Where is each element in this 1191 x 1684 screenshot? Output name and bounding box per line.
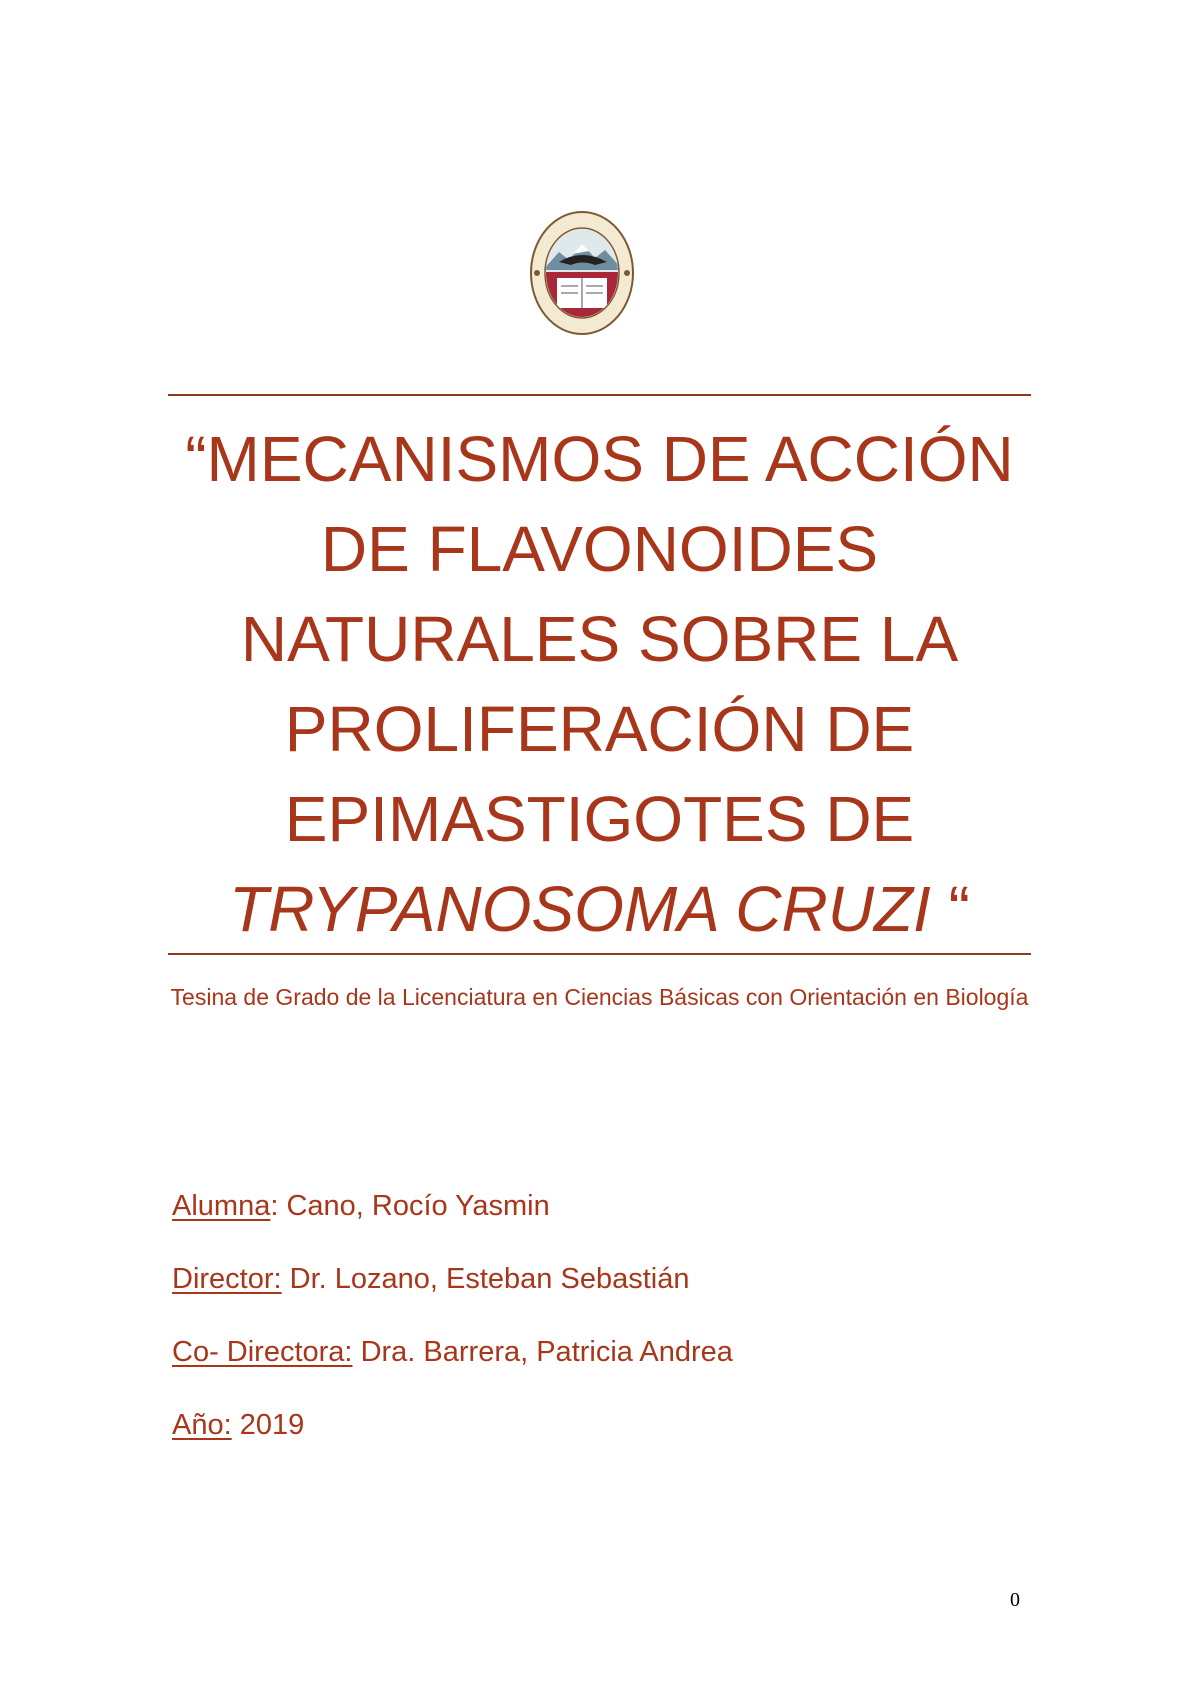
credit-separator: : <box>270 1190 287 1222</box>
credit-label: Director: <box>172 1263 282 1295</box>
university-seal-logo <box>529 210 635 336</box>
credit-student <box>172 1190 733 1263</box>
credit-year <box>172 1409 733 1482</box>
closing-quote: “ <box>930 873 970 945</box>
title-bottom-rule <box>168 953 1031 955</box>
credit-separator <box>232 1409 240 1441</box>
title-line: EPIMASTIGOTES DE <box>284 783 915 855</box>
credit-value: Dra. Barrera, Patricia Andrea <box>360 1336 733 1368</box>
credit-value: Cano, Rocío Yasmin <box>286 1190 550 1222</box>
title-line: DE FLAVONOIDES <box>320 513 879 585</box>
page-number: 0 <box>1010 1589 1020 1611</box>
credit-value: Dr. Lozano, Esteban Sebastián <box>289 1263 690 1295</box>
title-line: NATURALES SOBRE LA <box>240 603 959 675</box>
title-top-rule <box>168 394 1031 396</box>
title-line: PROLIFERACIÓN DE <box>284 693 915 765</box>
credit-label: Co- Directora: <box>172 1336 353 1368</box>
credit-co-director <box>172 1336 733 1409</box>
document-title <box>168 414 1031 954</box>
credit-label: Alumna <box>172 1190 271 1222</box>
title-line-species <box>168 864 1031 954</box>
credit-label: Año: <box>172 1409 232 1441</box>
credit-separator <box>282 1263 290 1295</box>
credit-director <box>172 1263 733 1336</box>
credit-separator <box>353 1336 361 1368</box>
credits-block <box>172 1190 733 1482</box>
species-name: TRYPANOSOMA CRUZI <box>229 873 931 945</box>
thesis-subtitle: Tesina de Grado de la Licenciatura en Ciencias Básicas con Orientación en Biología <box>170 984 1029 1010</box>
credit-value: 2019 <box>239 1409 305 1441</box>
title-line: “MECANISMOS DE ACCIÓN <box>185 423 1014 495</box>
